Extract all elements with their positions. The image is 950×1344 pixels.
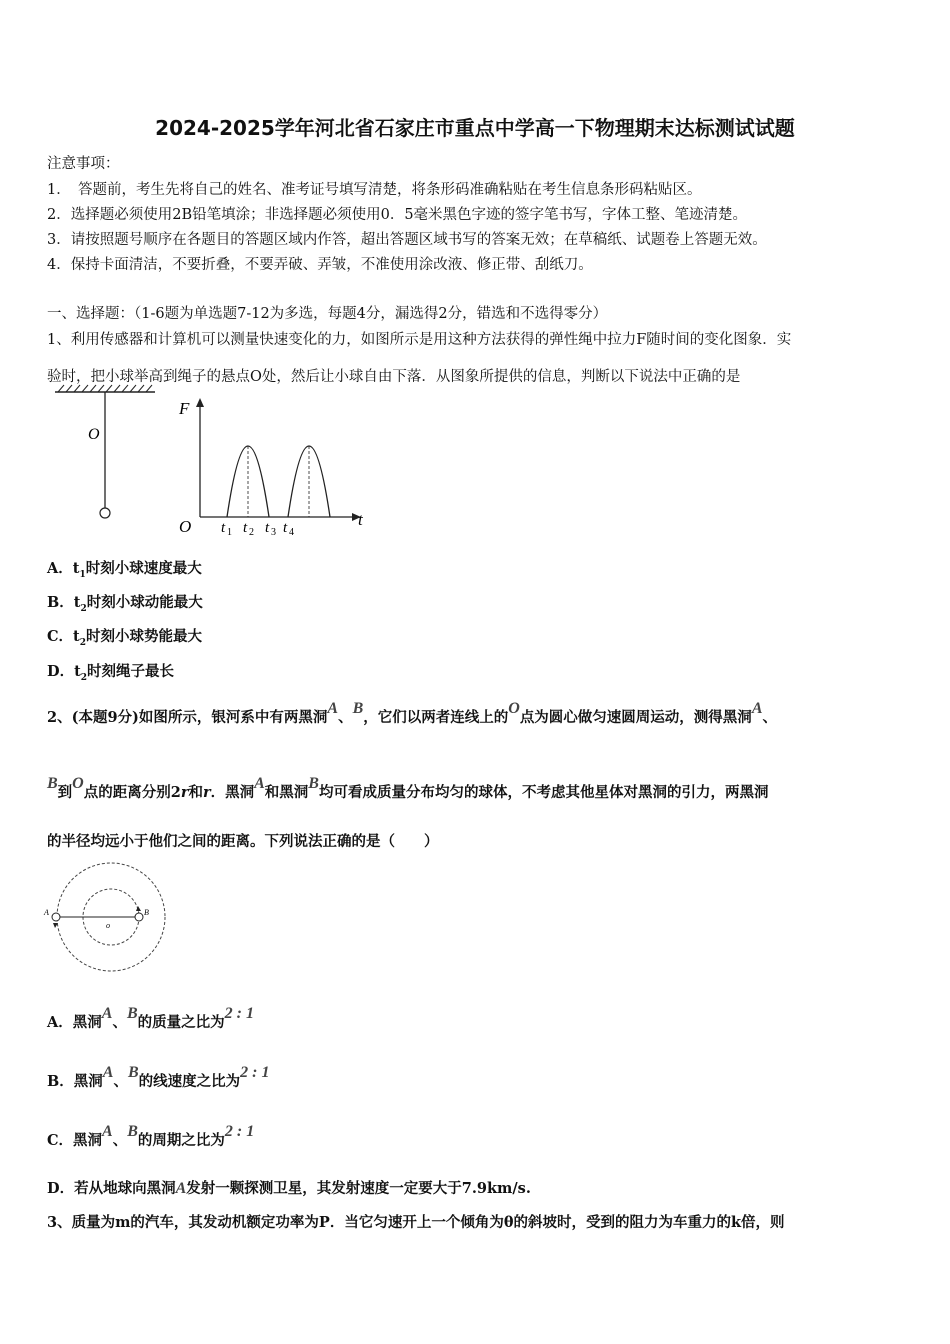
notice-item-4: 4．保持卡面清洁，不要折叠，不要弄破、弄皱，不准使用涂改液、修正带、刮纸刀。 (47, 257, 593, 273)
q1-fig-point-o: O (88, 426, 100, 443)
q1-option-c[interactable]: C．$t_2$时刻小球势能最大 (47, 628, 203, 648)
q1-fig-axis-f: F (179, 399, 190, 418)
notice-item-2: 2．选择题必须使用2B铅笔填涂；非选择题必须使用0．5毫米黑色字迹的签字笔书写，字体工整、笔迹清楚。 (47, 207, 748, 223)
q1-fig-t3-sub: 3 (271, 527, 276, 538)
q2-orbit-figure (42, 860, 172, 975)
q1-fig-origin: O (179, 517, 192, 536)
q1-pendulum-figure (50, 380, 165, 525)
notice-heading: 注意事项： (47, 156, 120, 172)
notice-item-3: 3．请按照题号顺序在各题目的答题区域内作答，超出答题区域书写的答案无效；在草稿纸、试题卷上答题无效。 (47, 232, 767, 248)
notice-item-1: 1． 答题前，考生先将自己的姓名、准考证号填写清楚，将条形码准确粘贴在考生信息条形码粘贴区。 (47, 182, 702, 198)
q2-option-b[interactable]: B．黑洞A、B的线速度之比为2 : 1 (47, 1064, 270, 1090)
q1-fig-t1: t (221, 520, 226, 536)
q2-option-c[interactable]: C．黑洞A、B的周期之比为2 : 1 (47, 1123, 255, 1149)
q2-fig-label-b: B (144, 908, 149, 917)
q1-force-time-graph (175, 395, 370, 540)
q1-fig-t3: t (265, 520, 270, 536)
q2-stem-line3: 的半径均远小于他们之间的距离。下列说法正确的是（ ） (47, 833, 439, 850)
q1-fig-t4: t (283, 520, 288, 536)
q1-option-d[interactable]: D．$t_2$时刻绳子最长 (47, 663, 175, 683)
section-heading: 一、选择题：（1-6题为单选题7-12为多选，每题4分，漏选得2分，错选和不选得零分） (47, 306, 608, 322)
q1-fig-t2-sub: 2 (249, 527, 254, 538)
q1-fig-t2: t (243, 520, 248, 536)
q2-stem-line2: B到O点的距离分别2r和r．黑洞A和黑洞B均可看成质量分布均匀的球体，不考虑其他星体对黑洞的引力，两黑洞 (47, 775, 769, 801)
q2-option-a[interactable]: A．黑洞A、B的质量之比为2 : 1 (47, 1005, 254, 1031)
q1-option-b[interactable]: B．$t_2$时刻小球动能最大 (47, 594, 203, 614)
q1-stem-line2: 验时，把小球举高到绳子的悬点O处，然后让小球自由下落．从图象所提供的信息，判断以下说法中正确的是 (47, 369, 741, 385)
q1-fig-t4-sub: 4 (289, 527, 294, 538)
q2-stem-line1: 2、(本题9分)如图所示，银河系中有两黑洞A、B，它们以两者连线上的O点为圆心做匀速圆周运动，测得黑洞A、 (47, 700, 777, 726)
q1-fig-axis-t: t (358, 510, 363, 529)
q3-stem-line1: 3、质量为m的汽车，其发动机额定功率为P．当它匀速开上一个倾角为θ的斜坡时，受到的阻力为车重力的k倍，则 (47, 1214, 785, 1231)
q1-fig-t1-sub: 1 (227, 527, 232, 538)
q2-option-d[interactable]: D．若从地球向黑洞A发射一颗探测卫星，其发射速度一定要大于7.9km/s. (47, 1180, 531, 1197)
q2-fig-label-o: o (106, 921, 110, 930)
q1-option-a[interactable]: A．$t_1$时刻小球速度最大 (47, 560, 202, 580)
page-title: 2024-2025学年河北省石家庄市重点中学高一下物理期末达标测试试题 (155, 116, 795, 140)
q1-stem-line1: 1、利用传感器和计算机可以测量快速变化的力，如图所示是用这种方法获得的弹性绳中拉力F随时间的变化图象．实 (47, 332, 792, 348)
q2-fig-label-a: A (44, 908, 49, 917)
